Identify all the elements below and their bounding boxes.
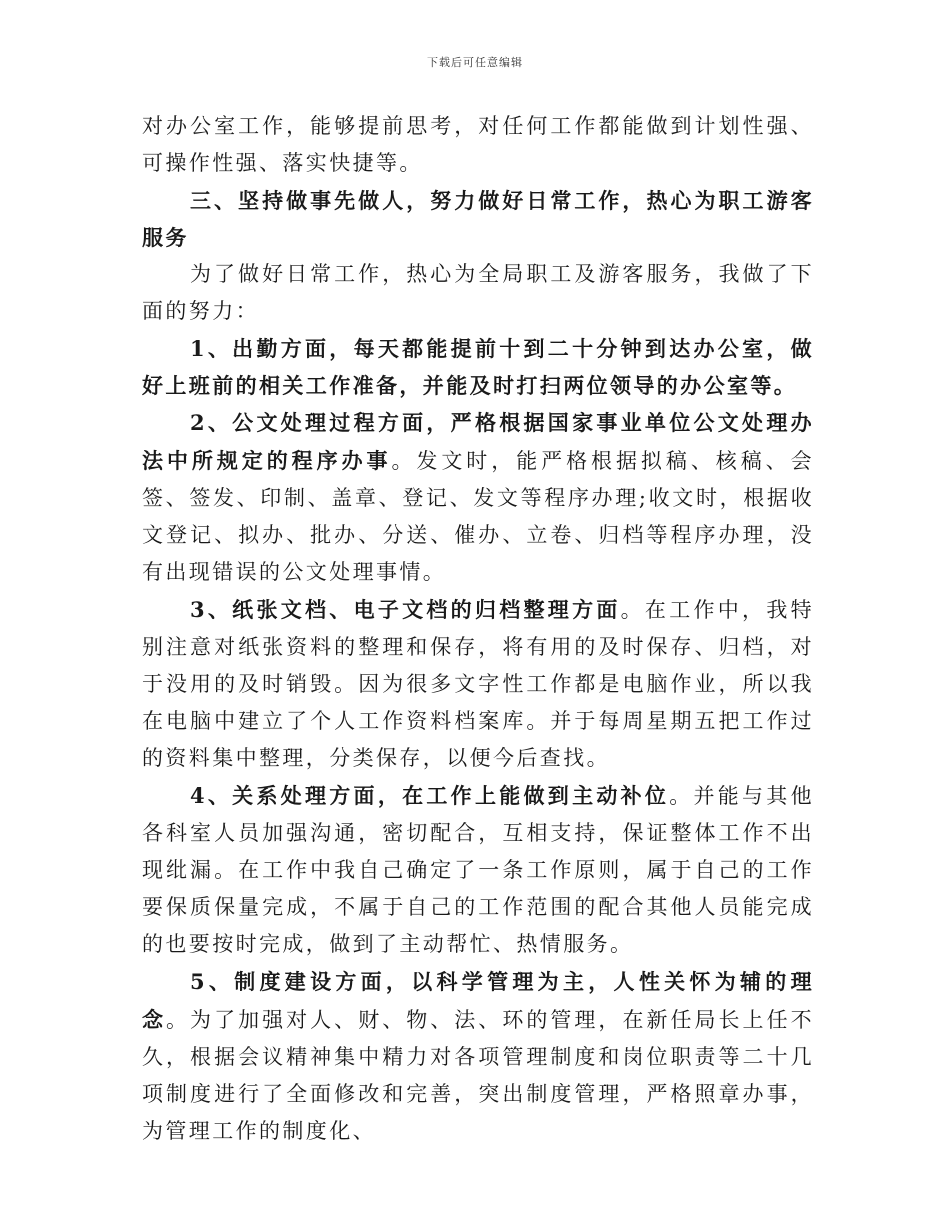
paragraph-continuation (142, 108, 814, 182)
item-lead-text: 5、制度建设方面，以科学管理为主，人性关怀为辅的理念 (142, 969, 814, 1032)
item-lead-text: 3、纸张文档、电子文档的归档整理方面 (190, 597, 621, 622)
item-body-text: 。在工作中，我特别注意对纸张资料的整理和保存，将有用的及时保存、归档，对于没用的及时销毁。因为很多文字性工作都是电脑作业，所以我在电脑中建立了个人工作资料档案库。并于每周星期五把工作过的资料集中整理，分类保存，以便今后查找。 (142, 598, 814, 770)
item-lead-text: 4、关系处理方面，在工作上能做到主动补位 (190, 783, 670, 808)
document-body (142, 108, 814, 1150)
item-body-text: 。并能与其他各科室人员加强沟通，密切配合，互相支持，保证整体工作不出现纰漏。在工作中我自己确定了一条工作原则，属于自己的工作要保质保量完成，不属于自己的工作范围的配合其他人员能完成的也要按时完成，做到了主动帮忙、热情服务。 (142, 784, 814, 956)
item-body-text: 。发文时，能严格根据拟稿、核稿、会签、签发、印制、盖章、登记、发文等程序办理;收文时，根据收文登记、拟办、批办、分送、催办、立卷、归档等程序办理，没有出现错误的公文处理事情。 (142, 449, 814, 584)
item-body-text: 。为了加强对人、财、物、法、环的管理，在新任局长上任不久，根据会议精神集中精力对各项管理制度和岗位职责等二十几项制度进行了全面修改和完善，突出制度管理，严格照章办事，为管理工作的制度化、 (142, 1008, 814, 1143)
item-lead-text: 2、公文处理过程方面，严格根据国家事业单位公文处理办法中所规定的程序办事 (142, 410, 814, 473)
paragraph-text: 对办公室工作，能够提前思考，对任何工作都能做到计划性强、可操作性强、落实快捷等。 (142, 114, 814, 175)
paragraph-item-3 (142, 591, 814, 777)
paragraph-item-5 (142, 963, 814, 1150)
item-lead-text: 1、出勤方面，每天都能提前十到二十分钟到达办公室，做好上班前的相关工作准备，并能及时打扫两位领导的办公室等。 (142, 336, 814, 398)
paragraph-intro (142, 256, 814, 330)
page-header: 下载后可任意编辑 (427, 56, 523, 69)
paragraph-item-1 (142, 330, 814, 404)
paragraph-text: 为了做好日常工作，热心为全局职工及游客服务，我做了下面的努力： (142, 262, 814, 323)
paragraph-item-2 (142, 404, 814, 591)
section-heading-text: 三、坚持做事先做人，努力做好日常工作，热心为职工游客服务 (142, 188, 814, 250)
section-heading (142, 182, 814, 256)
paragraph-item-4 (142, 777, 814, 963)
